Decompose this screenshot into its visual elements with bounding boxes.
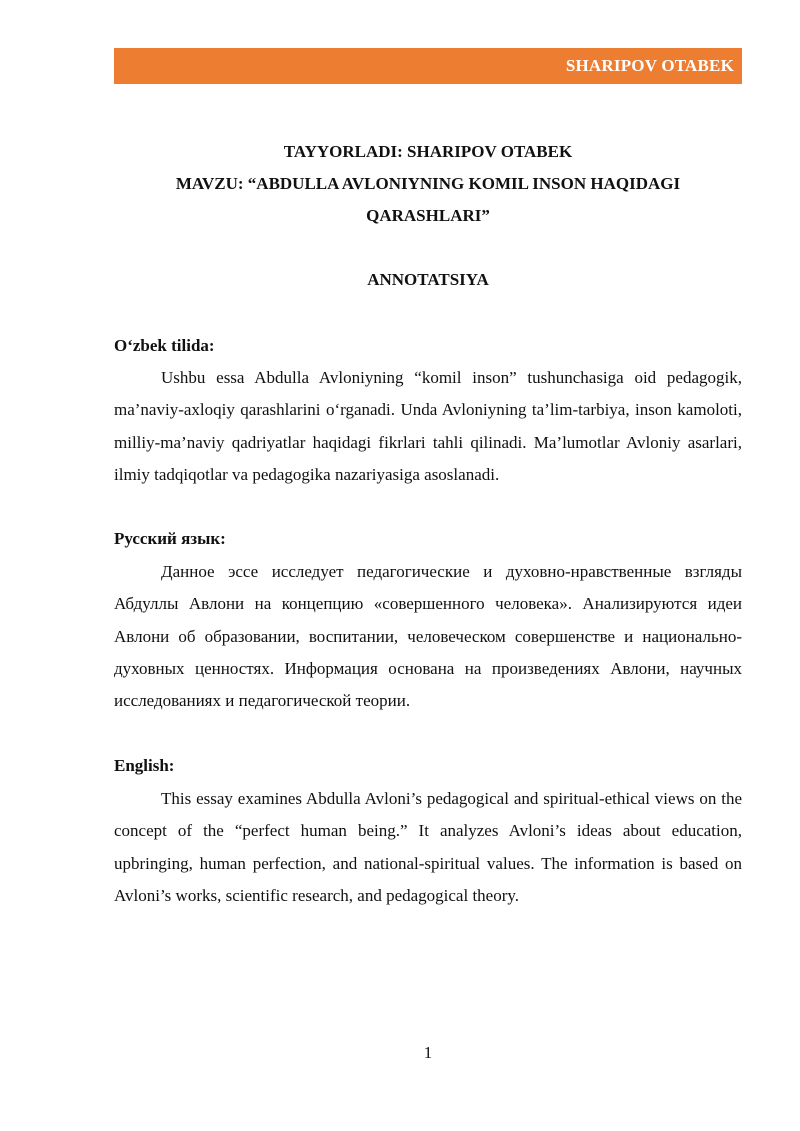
section-heading-english: English:	[114, 756, 175, 775]
annotation-heading: ANNOTATSIYA	[367, 270, 489, 289]
section-body-russian: Данное эссе исследует педагогические и духовно-нравственные взгляды Абдуллы Авлони на концепцию «совершенного человека». Анализируются идеи Авлони об образовании, воспитании, человеческом совершенстве и национально-духовных ценностях. Информация основана на произведениях Авлони, научных исследованиях и педагогической теории.	[114, 562, 742, 711]
header-author-name: SHARIPOV OTABEK	[565, 56, 734, 75]
title-topic-line-2: QARASHLARI”	[366, 206, 490, 225]
section-body-uzbek: Ushbu essa Abdulla Avloniyning “komil inson” tushunchasiga oid pedagogik, ma’naviy-axloqiy qarashlarini o‘rganadi. Unda Avloniyning ta’lim-tarbiya, inson kamoloti, milliy-ma’naviy qadriyatlar haqidagi fikrlari tahli qilinadi. Ma’lumotlar Avloniy asarlari, ilmiy tadqiqotlar va pedagogika nazariyasiga asoslanadi.	[114, 368, 742, 484]
title-prepared-by: TAYYORLADI: SHARIPOV OTABEK	[283, 142, 573, 161]
header-band	[114, 48, 742, 84]
title-topic-line-1: MAVZU: “ABDULLA AVLONIYNING KOMIL INSON HAQIDAGI	[175, 174, 681, 193]
section-heading-russian: Русский язык:	[114, 529, 226, 548]
section-heading-uzbek: O‘zbek tilida:	[114, 336, 215, 355]
title-block	[114, 136, 742, 232]
section-body-english: This essay examines Abdulla Avloni’s pedagogical and spiritual-ethical views on the concept of the “perfect human being.” It analyzes Avloni’s ideas about education, upbringing, human perfection, and national-spiritual values. The information is based on Avloni’s works, scientific research, and pedagogical theory.	[114, 789, 742, 905]
page-number: 1	[423, 1043, 433, 1062]
